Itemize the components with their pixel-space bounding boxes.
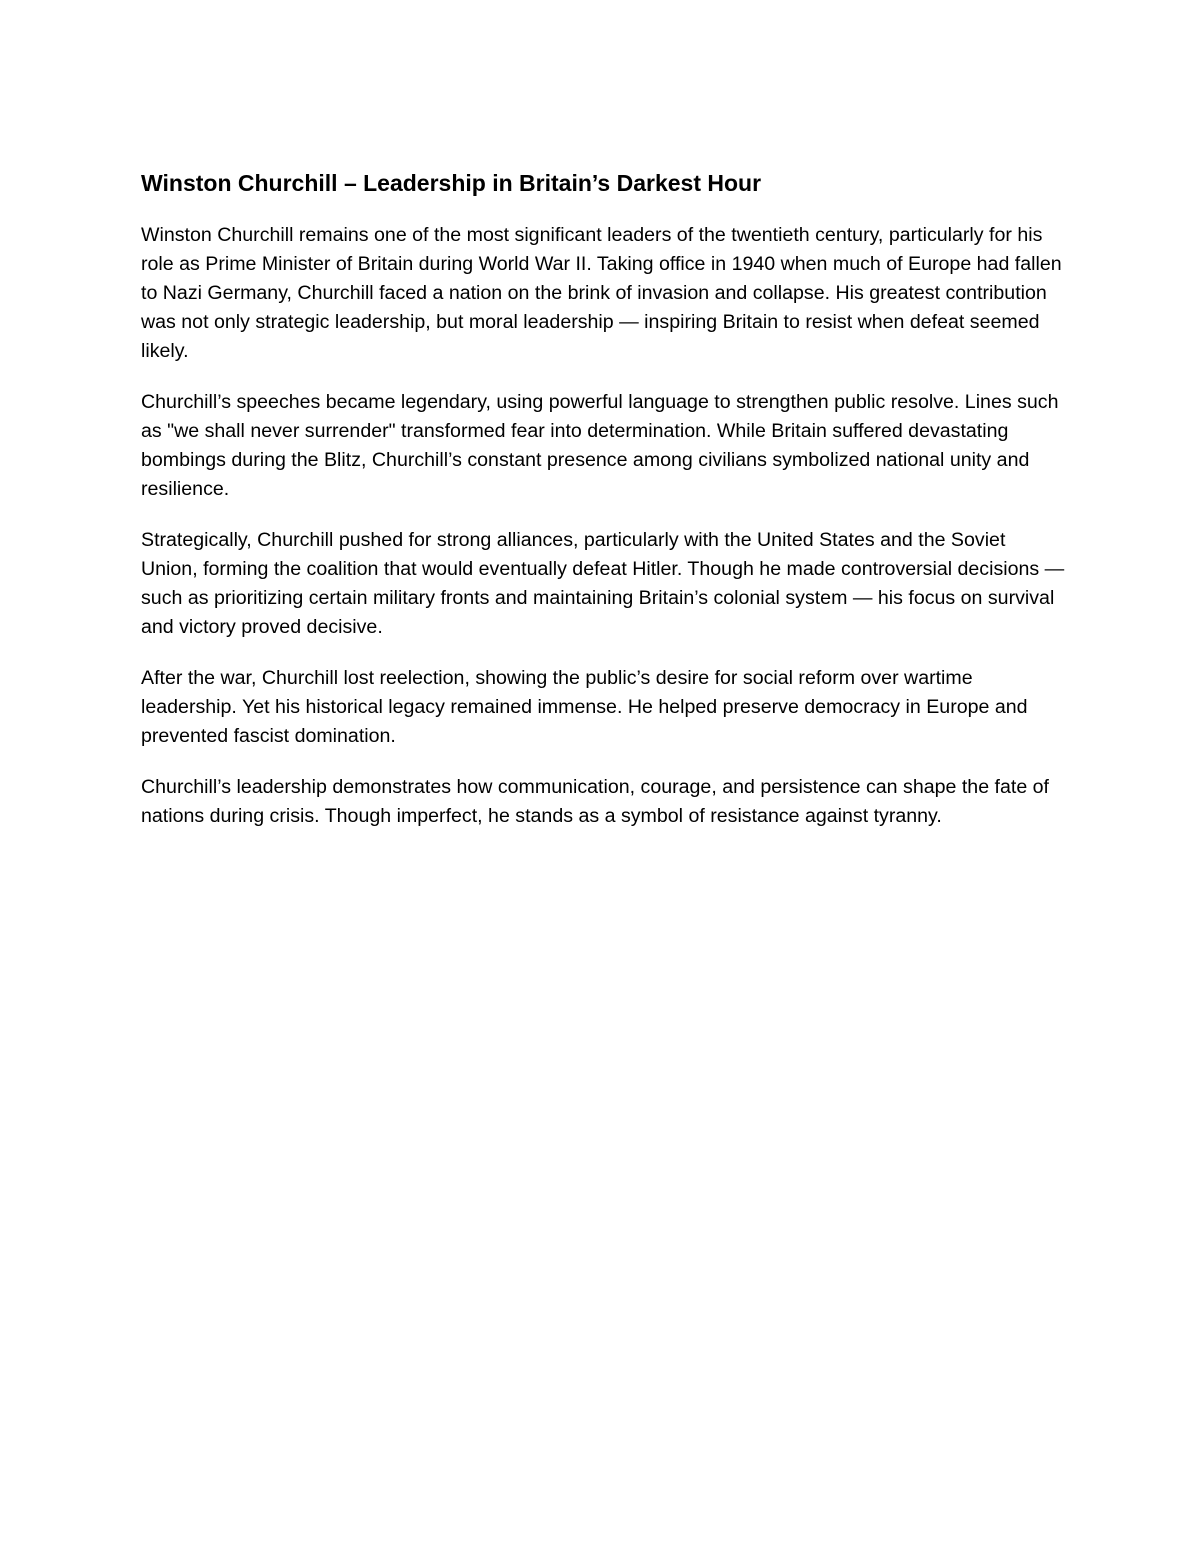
- paragraph-speeches: Churchill’s speeches became legendary, using powerful language to strengthen public resolve. Lines such as "we shall never surrender" transformed fear into determination. While Britain suffered devastating bombings during the Blitz, Churchill’s constant presence among civilians symbolized national unity and resilience.: [141, 391, 1059, 500]
- document-title: Winston Churchill – Leadership in Britain’s Darkest Hour: [141, 170, 762, 196]
- paragraph-strategy: Strategically, Churchill pushed for strong alliances, particularly with the United States and the Soviet Union, forming the coalition that would eventually defeat Hitler. Though he made controversial decisions — such as prioritizing certain military fronts and maintaining Britain’s colonial system — his focus on survival and victory proved decisive.: [141, 529, 1065, 638]
- paragraph-intro: Winston Churchill remains one of the most significant leaders of the twentieth century, particularly for his role as Prime Minister of Britain during World War II. Taking office in 1940 when much of Europe had fallen to Nazi Germany, Churchill faced a nation on the brink of invasion and collapse. His greatest contribution was not only strategic leadership, but moral leadership — inspiring Britain to resist when defeat seemed likely.: [141, 224, 1062, 362]
- paragraph-conclusion: Churchill’s leadership demonstrates how communication, courage, and persistence can shape the fate of nations during crisis. Though imperfect, he stands as a symbol of resistance against tyranny.: [141, 776, 1049, 827]
- document-page: [141, 166, 1066, 853]
- paragraph-after-war: After the war, Churchill lost reelection, showing the public’s desire for social reform over wartime leadership. Yet his historical legacy remained immense. He helped preserve democracy in Europe and prevented fascist domination.: [141, 667, 1028, 747]
